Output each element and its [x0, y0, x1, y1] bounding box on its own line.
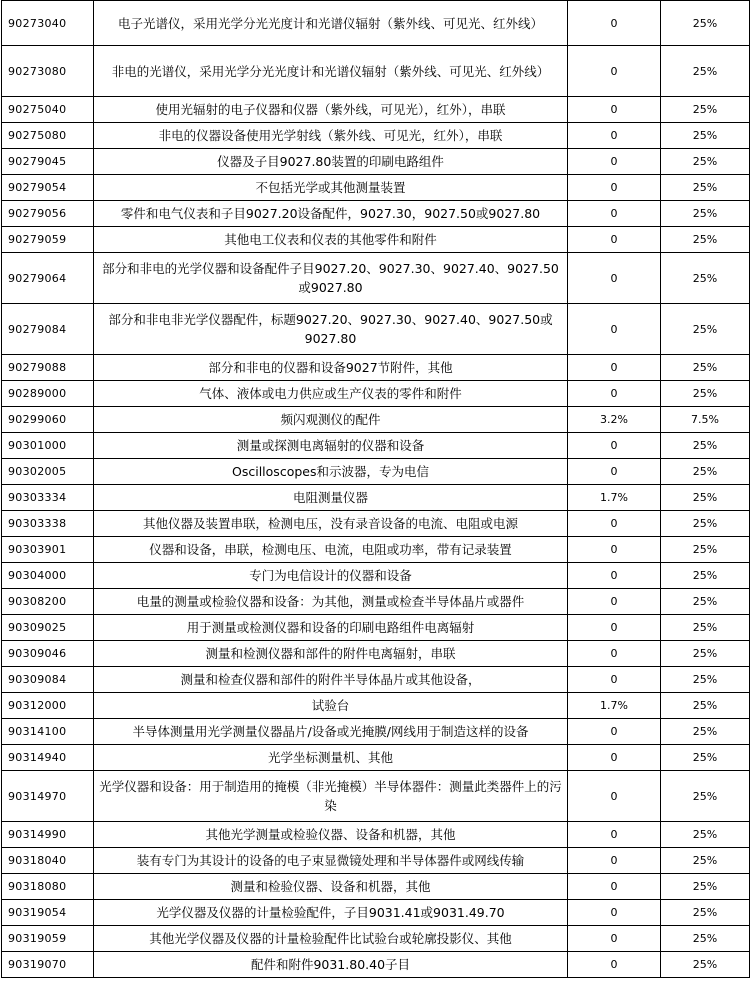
rate1-cell: 0 — [568, 719, 661, 745]
table-row — [2, 381, 750, 407]
description-cell: 测量和检验仪器、设备和机器，其他 — [94, 874, 568, 900]
rate1-cell: 0 — [568, 97, 661, 123]
tariff-table-body — [2, 1, 750, 978]
rate2-cell: 25% — [661, 952, 750, 978]
table-row — [2, 822, 750, 848]
table-row — [2, 952, 750, 978]
description-cell: 电子光谱仪，采用光学分光光度计和光谱仪辐射（紫外线、可见光、红外线） — [94, 1, 568, 46]
rate1-cell: 0 — [568, 381, 661, 407]
rate2-cell: 25% — [661, 227, 750, 253]
rate1-cell: 0 — [568, 822, 661, 848]
rate1-cell: 0 — [568, 952, 661, 978]
hs-code-cell: 90309084 — [2, 667, 94, 693]
rate2-cell: 25% — [661, 355, 750, 381]
table-row — [2, 589, 750, 615]
rate1-cell: 0 — [568, 253, 661, 304]
table-row — [2, 459, 750, 485]
hs-code-cell: 90301000 — [2, 433, 94, 459]
rate2-cell: 25% — [661, 589, 750, 615]
rate2-cell: 25% — [661, 381, 750, 407]
rate1-cell: 0 — [568, 355, 661, 381]
rate1-cell: 0 — [568, 511, 661, 537]
description-cell: 使用光辐射的电子仪器和仪器（紫外线，可见光），红外），串联 — [94, 97, 568, 123]
table-row — [2, 433, 750, 459]
rate2-cell: 25% — [661, 615, 750, 641]
rate1-cell: 0 — [568, 641, 661, 667]
rate2-cell: 25% — [661, 485, 750, 511]
hs-code-cell: 90299060 — [2, 407, 94, 433]
rate1-cell: 0 — [568, 149, 661, 175]
hs-code-cell: 90318040 — [2, 848, 94, 874]
rate2-cell: 25% — [661, 123, 750, 149]
description-cell: 光学坐标测量机、其他 — [94, 745, 568, 771]
hs-code-cell: 90279054 — [2, 175, 94, 201]
description-cell: 非电的光谱仪，采用光学分光光度计和光谱仪辐射（紫外线、可见光、红外线） — [94, 46, 568, 97]
table-row — [2, 719, 750, 745]
hs-code-cell: 90302005 — [2, 459, 94, 485]
rate2-cell: 25% — [661, 745, 750, 771]
table-row — [2, 693, 750, 719]
rate2-cell: 25% — [661, 926, 750, 952]
description-cell: 仪器和设备，串联，检测电压、电流，电阻或功率，带有记录装置 — [94, 537, 568, 563]
description-cell: 部分和非电的仪器和设备9027节附件，其他 — [94, 355, 568, 381]
description-cell: 测量和检查仪器和部件的附件半导体晶片或其他设备， — [94, 667, 568, 693]
rate1-cell: 1.7% — [568, 693, 661, 719]
rate2-cell: 25% — [661, 46, 750, 97]
description-cell: 不包括光学或其他测量装置 — [94, 175, 568, 201]
description-cell: 配件和附件9031.80.40子目 — [94, 952, 568, 978]
rate1-cell: 0 — [568, 537, 661, 563]
hs-code-cell: 90309025 — [2, 615, 94, 641]
description-cell: 半导体测量用光学测量仪器晶片/设备或光掩膜/网线用于制造这样的设备 — [94, 719, 568, 745]
table-row — [2, 563, 750, 589]
description-cell: 测量或探测电离辐射的仪器和设备 — [94, 433, 568, 459]
hs-code-cell: 90279088 — [2, 355, 94, 381]
description-cell: 光学仪器和设备：用于制造用的掩模（非光掩模）半导体器件：测量此类器件上的污染 — [94, 771, 568, 822]
table-row — [2, 771, 750, 822]
description-cell: 其他电工仪表和仪表的其他零件和附件 — [94, 227, 568, 253]
rate1-cell: 0 — [568, 874, 661, 900]
table-row — [2, 201, 750, 227]
table-row — [2, 97, 750, 123]
description-cell: 其他仪器及装置串联，检测电压，没有录音设备的电流、电阻或电源 — [94, 511, 568, 537]
hs-code-cell: 90275040 — [2, 97, 94, 123]
rate1-cell: 0 — [568, 1, 661, 46]
description-cell: Oscilloscopes和示波器，专为电信 — [94, 459, 568, 485]
hs-code-cell: 90319059 — [2, 926, 94, 952]
rate2-cell: 25% — [661, 201, 750, 227]
rate1-cell: 0 — [568, 201, 661, 227]
rate2-cell: 25% — [661, 537, 750, 563]
hs-code-cell: 90314970 — [2, 771, 94, 822]
rate1-cell: 0 — [568, 563, 661, 589]
rate2-cell: 25% — [661, 511, 750, 537]
tariff-table — [1, 0, 750, 978]
description-cell: 气体、液体或电力供应或生产仪表的零件和附件 — [94, 381, 568, 407]
rate1-cell: 0 — [568, 123, 661, 149]
table-row — [2, 848, 750, 874]
description-cell: 部分和非电的光学仪器和设备配件子目9027.20、9027.30、9027.40、9027.50或9027.80 — [94, 253, 568, 304]
hs-code-cell: 90273040 — [2, 1, 94, 46]
rate2-cell: 25% — [661, 667, 750, 693]
hs-code-cell: 90312000 — [2, 693, 94, 719]
hs-code-cell: 90304000 — [2, 563, 94, 589]
description-cell: 专门为电信设计的仪器和设备 — [94, 563, 568, 589]
rate1-cell: 0 — [568, 900, 661, 926]
table-row — [2, 46, 750, 97]
hs-code-cell: 90279045 — [2, 149, 94, 175]
rate2-cell: 25% — [661, 719, 750, 745]
rate2-cell: 25% — [661, 900, 750, 926]
rate2-cell: 7.5% — [661, 407, 750, 433]
table-row — [2, 537, 750, 563]
rate2-cell: 25% — [661, 563, 750, 589]
description-cell: 其他光学仪器及仪器的计量检验配件比试验台或轮廓投影仪、其他 — [94, 926, 568, 952]
table-row — [2, 175, 750, 201]
hs-code-cell: 90314940 — [2, 745, 94, 771]
hs-code-cell: 90314100 — [2, 719, 94, 745]
rate1-cell: 0 — [568, 589, 661, 615]
hs-code-cell: 90289000 — [2, 381, 94, 407]
table-row — [2, 1, 750, 46]
hs-code-cell: 90309046 — [2, 641, 94, 667]
rate1-cell: 0 — [568, 46, 661, 97]
table-row — [2, 485, 750, 511]
hs-code-cell: 90314990 — [2, 822, 94, 848]
rate2-cell: 25% — [661, 459, 750, 485]
rate2-cell: 25% — [661, 1, 750, 46]
rate1-cell: 0 — [568, 175, 661, 201]
rate1-cell: 0 — [568, 433, 661, 459]
description-cell: 其他光学测量或检验仪器、设备和机器，其他 — [94, 822, 568, 848]
rate1-cell: 0 — [568, 926, 661, 952]
hs-code-cell: 90273080 — [2, 46, 94, 97]
table-row — [2, 123, 750, 149]
table-row — [2, 227, 750, 253]
description-cell: 试验台 — [94, 693, 568, 719]
hs-code-cell: 90279084 — [2, 304, 94, 355]
rate2-cell: 25% — [661, 848, 750, 874]
rate2-cell: 25% — [661, 253, 750, 304]
hs-code-cell: 90303901 — [2, 537, 94, 563]
table-row — [2, 615, 750, 641]
description-cell: 光学仪器及仪器的计量检验配件，子目9031.41或9031.49.70 — [94, 900, 568, 926]
description-cell: 装有专门为其设计的设备的电子束显微镜处理和半导体器件或网线传输 — [94, 848, 568, 874]
table-row — [2, 253, 750, 304]
table-row — [2, 874, 750, 900]
rate2-cell: 25% — [661, 641, 750, 667]
table-row — [2, 926, 750, 952]
rate1-cell: 0 — [568, 745, 661, 771]
table-row — [2, 667, 750, 693]
description-cell: 部分和非电非光学仪器配件，标题9027.20、9027.30、9027.40、9027.50或9027.80 — [94, 304, 568, 355]
hs-code-cell: 90308200 — [2, 589, 94, 615]
table-row — [2, 511, 750, 537]
description-cell: 电阻测量仪器 — [94, 485, 568, 511]
hs-code-cell: 90303334 — [2, 485, 94, 511]
rate1-cell: 0 — [568, 615, 661, 641]
rate1-cell: 0 — [568, 848, 661, 874]
hs-code-cell: 90275080 — [2, 123, 94, 149]
hs-code-cell: 90318080 — [2, 874, 94, 900]
rate2-cell: 25% — [661, 149, 750, 175]
table-row — [2, 355, 750, 381]
hs-code-cell: 90303338 — [2, 511, 94, 537]
rate2-cell: 25% — [661, 822, 750, 848]
hs-code-cell: 90319070 — [2, 952, 94, 978]
table-row — [2, 900, 750, 926]
rate1-cell: 3.2% — [568, 407, 661, 433]
table-row — [2, 407, 750, 433]
table-row — [2, 149, 750, 175]
description-cell: 频闪观测仪的配件 — [94, 407, 568, 433]
table-row — [2, 304, 750, 355]
rate1-cell: 1.7% — [568, 485, 661, 511]
description-cell: 零件和电气仪表和子目9027.20设备配件，9027.30，9027.50或9027.80 — [94, 201, 568, 227]
rate1-cell: 0 — [568, 667, 661, 693]
description-cell: 非电的仪器设备使用光学射线（紫外线、可见光，红外），串联 — [94, 123, 568, 149]
hs-code-cell: 90279059 — [2, 227, 94, 253]
rate2-cell: 25% — [661, 771, 750, 822]
description-cell: 测量和检测仪器和部件的附件电离辐射，串联 — [94, 641, 568, 667]
rate1-cell: 0 — [568, 227, 661, 253]
description-cell: 仪器及子目9027.80装置的印刷电路组件 — [94, 149, 568, 175]
description-cell: 电量的测量或检验仪器和设备：为其他，测量或检查半导体晶片或器件 — [94, 589, 568, 615]
rate1-cell: 0 — [568, 459, 661, 485]
rate2-cell: 25% — [661, 433, 750, 459]
rate1-cell: 0 — [568, 771, 661, 822]
hs-code-cell: 90279064 — [2, 253, 94, 304]
rate2-cell: 25% — [661, 304, 750, 355]
description-cell: 用于测量或检测仪器和设备的印刷电路组件电离辐射 — [94, 615, 568, 641]
table-row — [2, 745, 750, 771]
hs-code-cell: 90279056 — [2, 201, 94, 227]
rate2-cell: 25% — [661, 175, 750, 201]
rate2-cell: 25% — [661, 693, 750, 719]
table-row — [2, 641, 750, 667]
hs-code-cell: 90319054 — [2, 900, 94, 926]
rate2-cell: 25% — [661, 874, 750, 900]
rate2-cell: 25% — [661, 97, 750, 123]
rate1-cell: 0 — [568, 304, 661, 355]
